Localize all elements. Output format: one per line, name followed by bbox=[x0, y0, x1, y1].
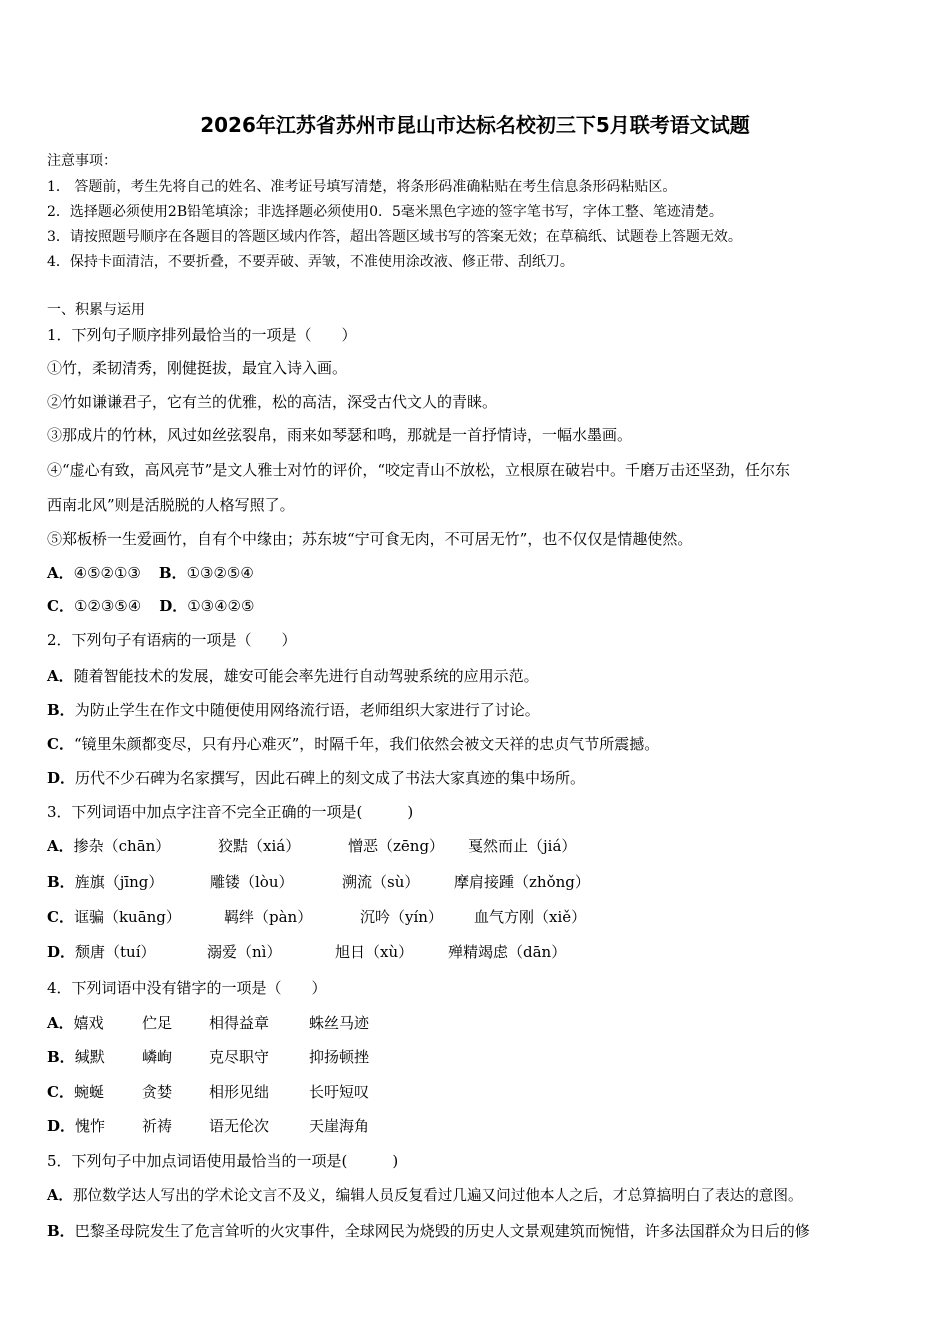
q2-stem: 2．下列句子有语病的一项是（ ） bbox=[47, 631, 297, 649]
q1-sentence: ④“虚心有致，高风亮节”是文人雅士对竹的评价，“咬定青山不放松，立根原在破岩中。千磨万击还坚劲，任尔东 bbox=[47, 461, 791, 479]
q4-option-a-w1[interactable]: A．嬉戏 bbox=[47, 1014, 104, 1032]
q5-stem: 5．下列句子中加点词语使用最恰当的一项是( ) bbox=[47, 1152, 399, 1170]
q4-option-d-w1[interactable]: D．愧怍 bbox=[47, 1117, 106, 1135]
section-heading: 一、积累与运用 bbox=[47, 302, 145, 318]
option-letter: D． bbox=[47, 943, 76, 961]
q3-option-c-w4: 血气方刚（xiě） bbox=[474, 908, 587, 926]
notice-heading: 注意事项： bbox=[47, 153, 117, 169]
option-letter: C． bbox=[47, 597, 74, 615]
q4-option-d-w3: 语无伦次 bbox=[209, 1117, 270, 1135]
q5-option-b[interactable]: B．巴黎圣母院发生了危言耸听的火灾事件，全球网民为烧毁的历史人文景观建筑而惋惜，许多法国群众为日后的修 bbox=[47, 1222, 810, 1240]
notice-item: 2．选择题必须使用2B铅笔填涂；非选择题必须使用0．5毫米黑色字迹的签字笔书写，字体工整、笔迹清楚。 bbox=[47, 204, 723, 220]
q1-sentence: ①竹，柔韧清秀，刚健挺拔，最宜入诗入画。 bbox=[47, 359, 348, 377]
q4-option-b-w4: 抑扬顿挫 bbox=[309, 1048, 370, 1066]
option-letter: B． bbox=[47, 1048, 75, 1066]
q3-option-d-w3: 旭日（xù） bbox=[335, 943, 414, 961]
q2-option-a[interactable]: A．随着智能技术的发展，雄安可能会率先进行自动驾驶系统的应用示范。 bbox=[47, 667, 539, 685]
option-letter: D． bbox=[159, 597, 188, 615]
q1-options-row bbox=[47, 595, 254, 617]
option-letter: B． bbox=[47, 873, 75, 891]
notice-item: 4．保持卡面清洁，不要折叠，不要弄破、弄皱，不准使用涂改液、修正带、刮纸刀。 bbox=[47, 254, 574, 270]
q3-option-a-w3: 憎恶（zēng） bbox=[348, 837, 445, 855]
q1-sentence: ②竹如谦谦君子，它有兰的优雅，松的高洁，深受古代文人的青睐。 bbox=[47, 393, 498, 411]
q3-option-d-w4: 殚精竭虑（dān） bbox=[448, 943, 567, 961]
q3-option-c-w3: 沉吟（yín） bbox=[360, 908, 443, 926]
q5-option-a[interactable]: A．那位数学达人写出的学术论文言不及义，编辑人员反复看过几遍又问过他本人之后，才总算搞明白了表达的意图。 bbox=[47, 1187, 803, 1204]
option-letter: A． bbox=[47, 564, 74, 582]
q3-option-b-w4: 摩肩接踵（zhǒng） bbox=[454, 873, 590, 891]
q3-option-b-w2: 雕镂（lòu） bbox=[210, 873, 294, 891]
page-title: 2026年江苏省苏州市昆山市达标名校初三下5月联考语文试题 bbox=[200, 113, 750, 137]
q4-option-d-w4: 天崖海角 bbox=[309, 1117, 370, 1135]
notice-item: 1． 答题前，考生先将自己的姓名、准考证号填写清楚，将条形码准确粘贴在考生信息条形码粘贴区。 bbox=[47, 179, 677, 195]
q3-option-b-w1[interactable]: B．旌旗（jīng） bbox=[47, 873, 164, 891]
q4-option-c-w4: 长吁短叹 bbox=[309, 1083, 370, 1101]
q1-option-d[interactable]: D．①③④②⑤ bbox=[159, 597, 255, 615]
q1-option-a[interactable]: A．④⑤②①③ bbox=[47, 564, 141, 582]
option-letter: D． bbox=[47, 1117, 76, 1135]
q4-stem: 4．下列词语中没有错字的一项是（ ） bbox=[47, 979, 327, 997]
option-letter: A． bbox=[47, 837, 74, 855]
q1-option-b[interactable]: B．①③②⑤④ bbox=[158, 564, 254, 582]
option-letter: B． bbox=[47, 1222, 75, 1240]
q3-option-a-w4: 戛然而止（jiá） bbox=[468, 837, 577, 855]
q4-option-b-w3: 克尽职守 bbox=[209, 1048, 270, 1066]
option-letter: B． bbox=[158, 564, 187, 582]
q3-option-c-w1[interactable]: C．诓骗（kuāng） bbox=[47, 908, 181, 926]
option-letter: C． bbox=[47, 735, 74, 753]
q1-stem: 1．下列句子顺序排列最恰当的一项是（ ） bbox=[47, 326, 357, 344]
q4-option-b-w2: 嶙峋 bbox=[142, 1048, 173, 1066]
q2-option-c[interactable]: C．“镜里朱颜都变尽，只有丹心难灭”，时隔千年，我们依然会被文天祥的忠贞气节所震撼。 bbox=[47, 735, 660, 753]
q3-option-b-w3: 溯流（sù） bbox=[342, 873, 420, 891]
q3-stem: 3．下列词语中加点字注音不完全正确的一项是( ) bbox=[47, 803, 414, 821]
q1-options-row bbox=[47, 562, 254, 584]
q4-option-a-w4: 蛛丝马迹 bbox=[309, 1014, 370, 1032]
q3-option-d-w1[interactable]: D．颓唐（tuí） bbox=[47, 943, 156, 961]
q1-option-c[interactable]: C．①②③⑤④ bbox=[47, 597, 142, 615]
q1-sentence: ③那成片的竹林，风过如丝弦裂帛，雨来如琴瑟和鸣，那就是一首抒情诗，一幅水墨画。 bbox=[47, 426, 633, 444]
q4-option-c-w3: 相形见绌 bbox=[209, 1083, 270, 1101]
q4-option-c-w2: 贪婪 bbox=[142, 1083, 173, 1101]
option-letter: A． bbox=[47, 1187, 73, 1204]
option-letter: C． bbox=[47, 908, 74, 926]
q3-option-d-w2: 溺爱（nì） bbox=[207, 943, 282, 961]
option-letter: C． bbox=[47, 1083, 74, 1101]
q2-option-b[interactable]: B．为防止学生在作文中随便使用网络流行语，老师组织大家进行了讨论。 bbox=[47, 701, 540, 719]
option-letter: D． bbox=[47, 769, 76, 787]
option-letter: A． bbox=[47, 667, 74, 685]
q4-option-a-w3: 相得益章 bbox=[209, 1014, 270, 1032]
q3-option-a-w2: 狡黠（xiá） bbox=[218, 837, 301, 855]
q1-sentence: ⑤郑板桥一生爱画竹，自有个中缘由；苏东坡“宁可食无肉，不可居无竹”，也不仅仅是情趣使然。 bbox=[47, 530, 693, 548]
q4-option-c-w1[interactable]: C．蜿蜒 bbox=[47, 1083, 104, 1101]
notice-item: 3．请按照题号顺序在各题目的答题区域内作答，超出答题区域书写的答案无效；在草稿纸、试题卷上答题无效。 bbox=[47, 229, 742, 245]
q3-option-c-w2: 羁绊（pàn） bbox=[224, 908, 313, 926]
q1-sentence-cont: 西南北风”则是活脱脱的人格写照了。 bbox=[47, 496, 295, 514]
q4-option-a-w2: 伫足 bbox=[142, 1014, 173, 1032]
option-letter: A． bbox=[47, 1014, 74, 1032]
q4-option-d-w2: 祈祷 bbox=[142, 1117, 173, 1135]
q4-option-b-w1[interactable]: B．缄默 bbox=[47, 1048, 105, 1066]
q3-option-a-w1[interactable]: A．掺杂（chān） bbox=[47, 837, 171, 855]
q2-option-d[interactable]: D．历代不少石碑为名家撰写，因此石碑上的刻文成了书法大家真迹的集中场所。 bbox=[47, 769, 586, 787]
option-letter: B． bbox=[47, 701, 75, 719]
